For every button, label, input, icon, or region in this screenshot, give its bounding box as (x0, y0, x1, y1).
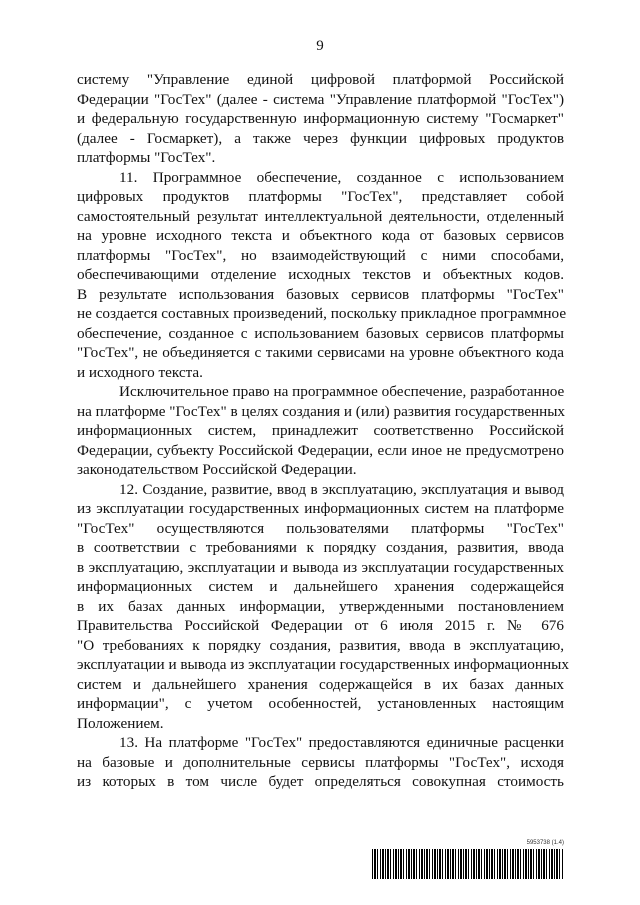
text-line: 13. На платформе "ГосТех" предоставляются единичные расценки (119, 734, 564, 751)
text-line: (далее - Госмаркет), а также через функции цифровых продуктов (77, 129, 564, 147)
text-line: законодательством Российской Федерации. (77, 461, 357, 478)
text-line: информационных систем, принадлежит соответственно Российской (77, 422, 564, 439)
text-line: из эксплуатации государственных информационных систем на платформе (77, 500, 564, 517)
text-line: "ГосТех", не объединяется с такими сервисами на уровне объектного кода (77, 344, 564, 361)
text-line: цифровых продуктов платформы "ГосТех", представляет собой (77, 188, 564, 205)
text-line: обеспечение, созданное с использованием базовых сервисов платформы (77, 324, 564, 342)
text-line: на платформе "ГосТех" в целях создания и (или) развития государственных (77, 402, 566, 420)
text-line: обеспечивающими отделение исходных текстов и объектных кодов. (77, 266, 564, 283)
text-line: Федерации, субъекту Российской Федерации, если иное не предусмотрено (77, 441, 564, 459)
barcode-label: 5953738 (1.4) (526, 840, 564, 846)
text-line: в эксплуатацию, эксплуатации и вывода из эксплуатации государственных (77, 558, 564, 576)
text-line: 11. Программное обеспечение, созданное с использованием (119, 168, 564, 186)
text-line: и федеральную государственную информационную систему "Госмаркет" (77, 110, 564, 127)
barcode-image (372, 849, 564, 879)
text-line: из которых в том числе будет определяться совокупная стоимость (77, 773, 564, 790)
text-line: эксплуатации и вывода из эксплуатации государственных информационных (77, 656, 569, 673)
page-number: 9 (316, 38, 324, 54)
text-line: в соответствии с требованиями к порядку создания, развития, ввода (77, 539, 564, 556)
text-line: на уровне исходного текста и объектного кода от базовых сервисов (77, 227, 564, 244)
text-line: Федерации "ГосТех" (далее - система "Управление платформой "ГосТех") (77, 90, 564, 108)
text-line: Исключительное право на программное обеспечение, разработанное (119, 383, 565, 400)
text-line: "ГосТех" осуществляются пользователями платформы "ГосТех" (77, 519, 564, 537)
text-line: 12. Создание, развитие, ввод в эксплуатацию, эксплуатация и вывод (119, 480, 564, 498)
text-line: "О требованиях к порядку создания, развития, ввода в эксплуатацию, (77, 636, 564, 654)
text-line: систему "Управление единой цифровой платформой Российской (77, 71, 564, 88)
text-line: Правительства Российской Федерации от 6 июля 2015 г. № 676 (77, 617, 564, 634)
text-line: систем и дальнейшего хранения содержащейся в их базах данных (77, 675, 564, 693)
text-line: не создается составных произведений, поскольку прикладное программное (77, 305, 567, 322)
text-line: на базовые и дополнительные сервисы платформы "ГосТех", исходя (77, 753, 564, 771)
text-line: платформы "ГосТех". (77, 149, 216, 166)
text-line: платформы "ГосТех", но взаимодействующий с ними способами, (77, 246, 564, 264)
text-line: информации", с учетом особенностей, установленных настоящим (77, 695, 564, 712)
text-line: самостоятельный результат интеллектуальной деятельности, отделенный (77, 207, 564, 225)
text-line: в их базах данных информации, утвержденными постановлением (77, 597, 564, 615)
text-line: и исходного текста. (77, 363, 203, 381)
text-line: информационных систем и дальнейшего хранения содержащейся (77, 578, 564, 595)
text-line: Положением. (77, 714, 164, 732)
text-line: В результате использования базовых сервисов платформы "ГосТех" (77, 285, 564, 303)
body-text (77, 70, 569, 792)
barcode-block (372, 840, 564, 880)
